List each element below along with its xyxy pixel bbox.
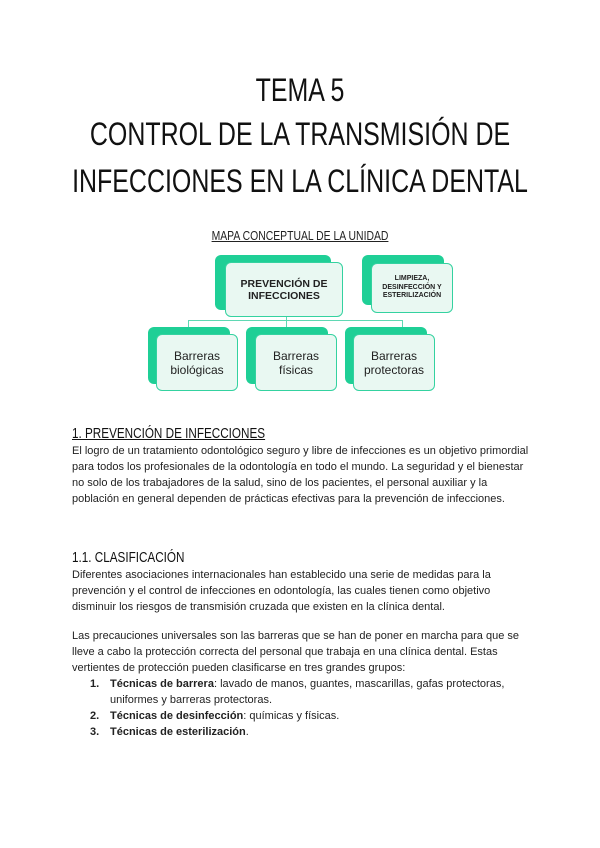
side-node-line-1: LIMPIEZA,: [394, 275, 430, 283]
child-node-2-line-2: físicas: [278, 362, 313, 377]
page-title-line-1: CONTROL DE LA TRANSMISIÓN DE: [89, 116, 511, 152]
side-node-limpieza: [371, 263, 453, 313]
main-node-prevencion: [225, 262, 343, 317]
child-node-3-line-1: Barreras: [370, 348, 417, 363]
topic-number: TEMA 5: [255, 72, 345, 108]
list-item-number: 2.: [90, 710, 100, 722]
child-node-barreras-protectoras: [353, 334, 435, 391]
child-node-1-line-1: Barreras: [173, 348, 220, 363]
child-node-2-line-1: Barreras: [272, 348, 319, 363]
list-item-term: Técnicas de esterilización: [110, 726, 246, 738]
child-node-barreras-biologicas: [156, 334, 238, 391]
child-node-barreras-fisicas: [255, 334, 337, 391]
list-item-number: 1.: [90, 678, 100, 690]
section-paragraph-clasificacion-1: Diferentes asociaciones internacionales han establecido una serie de medidas para la prevención y el control de infecciones en odontología, las cuales tienen como objetivo disminuir los riesgos de transmisión cruzada que existen en la clínica dental.: [72, 569, 491, 613]
list-item-term: Técnicas de desinfección: [110, 710, 244, 722]
list-item-number: 3.: [90, 726, 100, 738]
side-node-line-3: ESTERILIZACIÓN: [382, 292, 442, 300]
section-heading-clasificacion: 1.1. CLASIFICACIÓN: [72, 549, 185, 566]
section-paragraph-prevencion: El logro de un tratamiento odontológico seguro y libre de infecciones es un objetivo primordial para todos los profesionales de la odontología en todo el mundo. La seguridad y el bienestar no solo de los trabajadores de la salud, sino de los pacientes, el personal auxiliar y la población en general dependen de prácticas efectivas para la prevención de infecciones.: [72, 445, 529, 505]
list-item: [90, 724, 530, 740]
list-item: [90, 708, 530, 724]
child-node-1-line-2: biológicas: [170, 362, 224, 377]
page-title-line-2: INFECCIONES EN LA CLÍNICA DENTAL: [72, 163, 528, 199]
main-node-line-2: INFECCIONES: [248, 289, 320, 302]
section-heading-prevencion: 1. PREVENCIÓN DE INFECCIONES: [72, 425, 266, 442]
list-item: [90, 676, 530, 708]
section-paragraph-clasificacion-2: Las precauciones universales son las barreras que se han de poner en marcha para que se lleve a cabo la protección correcta del personal que trabaja en una clínica dental. Estas vertientes de protección pueden clasificarse en tres grandes grupos:: [72, 630, 519, 674]
concept-map-title: MAPA CONCEPTUAL DE LA UNIDAD: [211, 228, 389, 243]
list-item-description: .: [245, 726, 249, 738]
main-node-line-1: PREVENCIÓN DE: [240, 277, 328, 290]
list-item-term: Técnicas de barrera: [110, 678, 214, 690]
techniques-list: [90, 676, 530, 740]
child-node-3-line-2: protectoras: [363, 362, 425, 377]
side-node-line-2: DESINFECCIÓN Y: [382, 283, 442, 291]
list-item-description: : químicas y físicas.: [243, 710, 340, 722]
list-item-description: : lavado de manos, guantes, mascarillas, gafas protectoras, uniformes y barreras protectoras.: [110, 678, 505, 706]
connector-horizontal: [188, 320, 403, 321]
